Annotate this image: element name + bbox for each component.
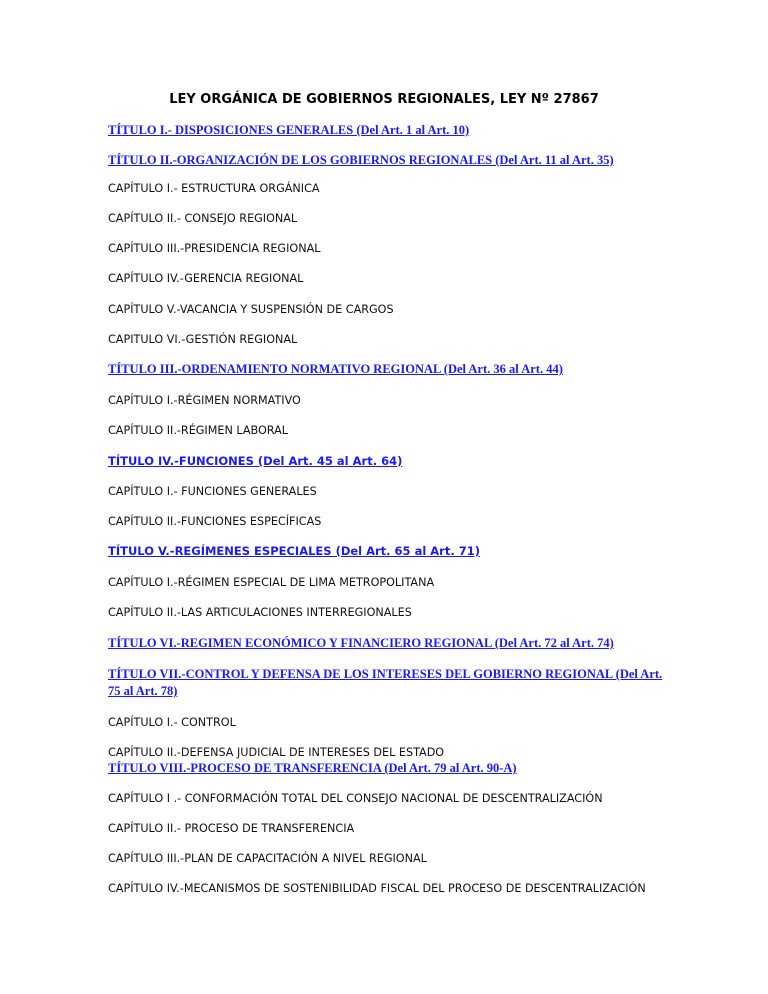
link-titulo-viii[interactable]: TÍTULO VIII.-PROCESO DE TRANSFERENCIA (Del Art. 79 al Art. 90-A) xyxy=(108,761,517,775)
capitulo-text: CAPÍTULO III.-PLAN DE CAPACITACIÓN A NIVEL REGIONAL xyxy=(108,852,427,865)
link-titulo-i[interactable]: TÍTULO I.- DISPOSICIONES GENERALES (Del Art. 1 al Art. 10) xyxy=(108,123,470,137)
link-titulo-ii[interactable]: TÍTULO II.-ORGANIZACIÓN DE LOS GOBIERNOS REGIONALES (Del Art. 11 al Art. 35) xyxy=(108,153,614,167)
link-titulo-vii[interactable]: TÍTULO VII.-CONTROL Y DEFENSA DE LOS INTERESES DEL GOBIERNO REGIONAL (Del Art. 75 al Art. 78) xyxy=(108,667,663,698)
capitulo-text: CAPÍTULO I.- CONTROL xyxy=(108,716,236,729)
capitulo-text: CAPÍTULO IV.-MECANISMOS DE SOSTENIBILIDAD FISCAL DEL PROCESO DE DESCENTRALIZACIÓN xyxy=(108,882,646,895)
capitulo-text: CAPÍTULO II.-FUNCIONES ESPECÍFICAS xyxy=(108,515,322,528)
link-titulo-iv[interactable]: TÍTULO IV.-FUNCIONES (Del Art. 45 al Art. 64) xyxy=(108,454,403,468)
capitulo-text: CAPÍTULO I.-RÉGIMEN NORMATIVO xyxy=(108,394,301,407)
page-title: LEY ORGÁNICA DE GOBIERNOS REGIONALES, LEY Nº 27867 xyxy=(169,92,599,107)
capitulo-text: CAPÍTULO III.-PRESIDENCIA REGIONAL xyxy=(108,242,321,255)
capitulo-text: CAPÍTULO I .- CONFORMACIÓN TOTAL DEL CONSEJO NACIONAL DE DESCENTRALIZACIÓN xyxy=(108,792,603,805)
capitulo-text: CAPÍTULO II.-RÉGIMEN LABORAL xyxy=(108,424,289,437)
capitulo-text: CAPÍTULO II.-LAS ARTICULACIONES INTERREGIONALES xyxy=(108,606,412,619)
capitulo-text: CAPÍTULO II.- CONSEJO REGIONAL xyxy=(108,212,298,225)
link-titulo-vi[interactable]: TÍTULO VI.-REGIMEN ECONÓMICO Y FINANCIERO REGIONAL (Del Art. 72 al Art. 74) xyxy=(108,636,614,650)
capitulo-text: CAPÍTULO I.-RÉGIMEN ESPECIAL DE LIMA METROPOLITANA xyxy=(108,576,435,589)
capitulo-text: CAPÍTULO II.-DEFENSA JUDICIAL DE INTERESES DEL ESTADO xyxy=(108,746,445,759)
capitulo-text: CAPÍTULO IV.-GERENCIA REGIONAL xyxy=(108,272,304,285)
link-titulo-v[interactable]: TÍTULO V.-REGÍMENES ESPECIALES (Del Art. 65 al Art. 71) xyxy=(108,544,480,558)
link-titulo-iii[interactable]: TÍTULO III.-ORDENAMIENTO NORMATIVO REGIONAL (Del Art. 36 al Art. 44) xyxy=(108,362,563,376)
capitulo-text: CAPÍTULO I.- ESTRUCTURA ORGÁNICA xyxy=(108,182,320,195)
capitulo-text: CAPÍTULO I.- FUNCIONES GENERALES xyxy=(108,485,317,498)
capitulo-text: CAPÍTULO II.- PROCESO DE TRANSFERENCIA xyxy=(108,822,355,835)
capitulo-text: CAPITULO VI.-GESTIÓN REGIONAL xyxy=(108,333,298,346)
capitulo-text: CAPÍTULO V.-VACANCIA Y SUSPENSIÓN DE CARGOS xyxy=(108,303,394,316)
